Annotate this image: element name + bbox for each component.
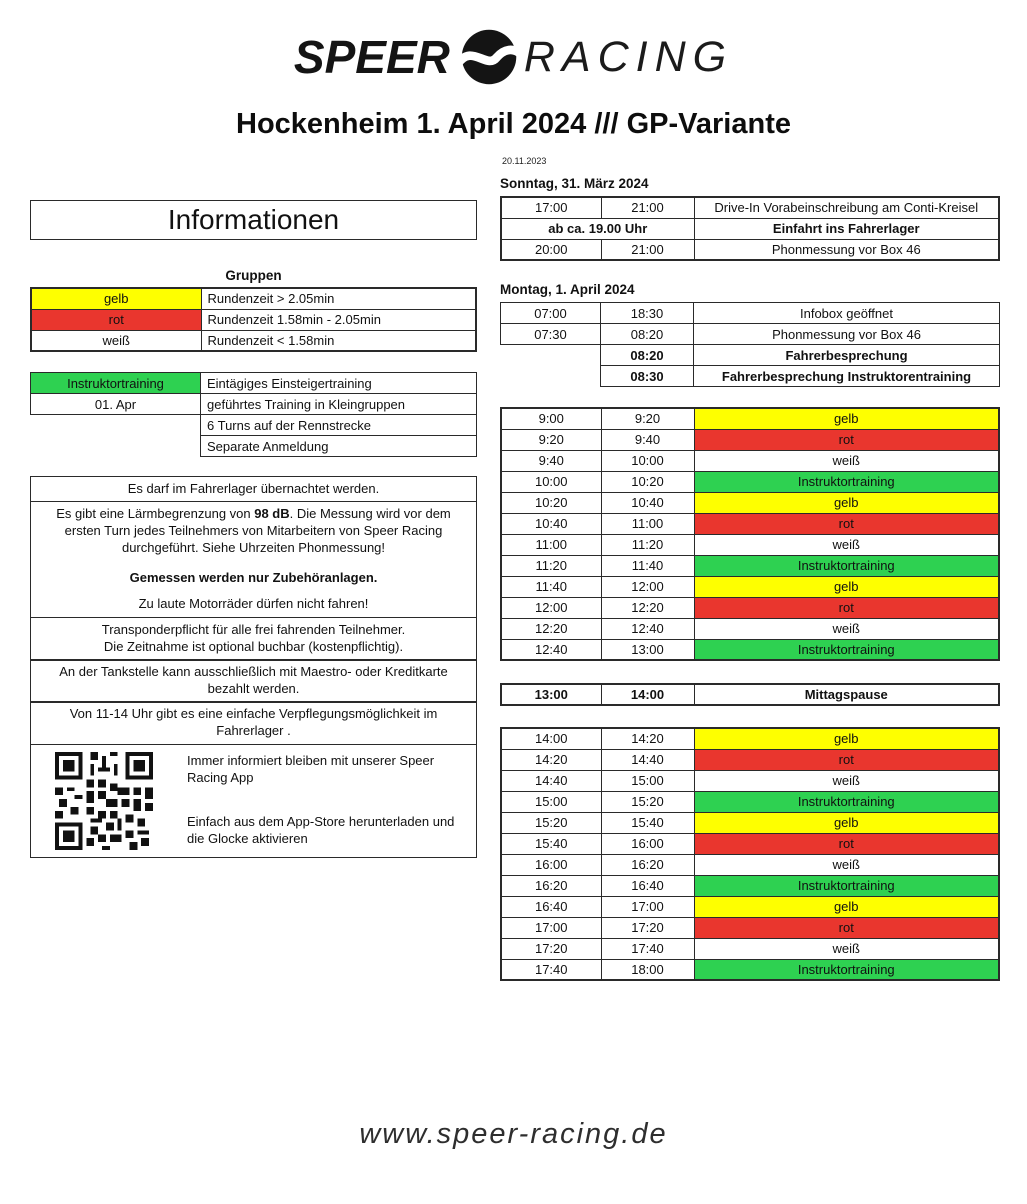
end-time-cell: 14:40 [601, 749, 694, 770]
monday-table [500, 302, 1000, 387]
afternoon-sessions-table [500, 727, 1000, 981]
sunday-heading: Sonntag, 31. März 2024 [500, 176, 649, 191]
group-cell: gelb [694, 492, 999, 513]
page-footer [0, 1118, 1027, 1151]
note-text: Von 11-14 Uhr gibt es eine einfache Verpflegungsmöglichkeit im Fahrerlager . [69, 706, 438, 739]
event-cell: Fahrerbesprechung Instruktorentraining [694, 366, 1000, 387]
table-row [501, 303, 1000, 324]
group-cell: gelb [694, 408, 999, 429]
lunch-break-table [500, 683, 1000, 706]
start-time-cell: 07:00 [501, 303, 601, 324]
start-time-cell: 14:00 [501, 728, 601, 749]
end-time-cell: 16:00 [601, 833, 694, 854]
table-row [501, 218, 999, 239]
end-time-cell: 14:00 [601, 684, 694, 705]
group-cell: gelb [694, 812, 999, 833]
event-cell: Drive-In Vorabeinschreibung am Conti-Kreisel [694, 197, 999, 218]
note-text [41, 506, 466, 557]
morning-sessions-table [500, 407, 1000, 661]
session-row [501, 728, 999, 749]
session-row [501, 513, 999, 534]
end-time-cell: 10:20 [601, 471, 694, 492]
note-overnight [30, 476, 477, 503]
group-label-cell: rot [31, 309, 201, 330]
end-time-cell: 10:00 [601, 450, 694, 471]
note-transponder [30, 617, 477, 661]
end-time-cell: 14:20 [601, 728, 694, 749]
group-desc-cell: Rundenzeit < 1.58min [201, 330, 476, 351]
end-time-cell: 21:00 [601, 239, 694, 260]
end-time-cell: 16:20 [601, 854, 694, 875]
start-time-cell: 10:40 [501, 513, 601, 534]
session-row [501, 450, 999, 471]
group-desc-cell: geführtes Training in Kleingruppen [201, 394, 477, 415]
info-notes [30, 476, 477, 858]
note-text: Die Zeitnahme ist optional buchbar (kostenpflichtig). [103, 638, 404, 654]
note-text-bold: Gemessen werden nur Zubehöranlagen. [129, 569, 378, 585]
session-row [501, 597, 999, 618]
note-fuel-payment [30, 659, 477, 703]
website-url: www.speer-racing.de [359, 1118, 668, 1150]
event-cell: Einfahrt ins Fahrerlager [694, 218, 999, 239]
time-cell: 08:30 [601, 366, 694, 387]
app-info-text [187, 753, 459, 848]
end-time-cell: 10:40 [601, 492, 694, 513]
start-time-cell: 11:00 [501, 534, 601, 555]
start-time-cell: 15:40 [501, 833, 601, 854]
group-cell: Instruktortraining [694, 875, 999, 896]
group-cell: gelb [694, 896, 999, 917]
table-row [31, 288, 476, 309]
group-cell: weiß [694, 770, 999, 791]
table-row [501, 345, 1000, 366]
note-text: An der Tankstelle kann ausschließlich mit Maestro- oder Kreditkarte bezahlt werden. [59, 664, 448, 697]
empty-cell [31, 415, 201, 436]
informationen-heading: Informationen [30, 200, 477, 240]
note-text: Transponderpflicht für alle frei fahrenden Teilnehmer. [101, 621, 406, 637]
table-row [501, 324, 1000, 345]
group-label-cell: 01. Apr [31, 394, 201, 415]
group-desc-cell: Rundenzeit 1.58min - 2.05min [201, 309, 476, 330]
table-row [501, 684, 999, 705]
group-desc-cell: Separate Anmeldung [201, 436, 477, 457]
group-cell: weiß [694, 450, 999, 471]
session-row [501, 854, 999, 875]
monday-heading: Montag, 1. April 2024 [500, 282, 635, 297]
group-cell: rot [694, 749, 999, 770]
session-row [501, 492, 999, 513]
time-span-cell: ab ca. 19.00 Uhr [501, 218, 694, 239]
speer-racing-logo [0, 28, 1027, 86]
note-catering [30, 701, 477, 745]
note-noise-limit [30, 501, 477, 618]
group-cell: weiß [694, 534, 999, 555]
end-time-cell: 9:20 [601, 408, 694, 429]
end-time-cell: 17:20 [601, 917, 694, 938]
session-row [501, 471, 999, 492]
end-time-cell: 18:00 [601, 959, 694, 980]
end-time-cell: 12:20 [601, 597, 694, 618]
table-row [31, 309, 476, 330]
session-row [501, 639, 999, 660]
group-cell: gelb [694, 576, 999, 597]
group-cell: weiß [694, 618, 999, 639]
end-time-cell: 15:20 [601, 791, 694, 812]
end-time-cell: 15:40 [601, 812, 694, 833]
note-text: Es darf im Fahrerlager übernachtet werden. [127, 480, 380, 496]
left-column [30, 200, 477, 858]
app-info-line: Einfach aus dem App-Store herunterladen und die Glocke aktivieren [187, 814, 455, 847]
event-cell: Infobox geöffnet [694, 303, 1000, 324]
logo-racing-text: RACING [523, 32, 734, 81]
event-cell: Fahrerbesprechung [694, 345, 1000, 366]
table-row [501, 239, 999, 260]
group-cell: Instruktortraining [694, 471, 999, 492]
table-row [31, 415, 477, 436]
session-row [501, 534, 999, 555]
speer-racing-logo-icon [460, 28, 518, 86]
group-cell: rot [694, 833, 999, 854]
end-time-cell: 12:40 [601, 618, 694, 639]
group-cell: Instruktortraining [694, 555, 999, 576]
app-qr-section [30, 744, 477, 858]
end-time-cell: 13:00 [601, 639, 694, 660]
session-row [501, 917, 999, 938]
start-time-cell: 14:40 [501, 770, 601, 791]
table-row [501, 197, 999, 218]
gruppen-table [30, 287, 477, 352]
event-cell: Mittagspause [694, 684, 999, 705]
end-time-cell: 18:30 [601, 303, 694, 324]
session-row [501, 875, 999, 896]
session-row [501, 576, 999, 597]
session-row [501, 429, 999, 450]
group-cell: weiß [694, 938, 999, 959]
start-time-cell: 17:00 [501, 197, 601, 218]
note-text-part: Es gibt eine Lärmbegrenzung von [56, 505, 255, 521]
start-time-cell: 12:20 [501, 618, 601, 639]
schedule-column [500, 156, 1000, 981]
page-title: Hockenheim 1. April 2024 /// GP-Variante [236, 108, 791, 140]
start-time-cell: 14:20 [501, 749, 601, 770]
empty-cell [31, 436, 201, 457]
start-time-cell: 10:20 [501, 492, 601, 513]
group-cell: Instruktortraining [694, 791, 999, 812]
group-cell: weiß [694, 854, 999, 875]
start-time-cell: 17:00 [501, 917, 601, 938]
end-time-cell: 11:00 [601, 513, 694, 534]
gruppen-heading: Gruppen [225, 268, 282, 283]
session-row [501, 555, 999, 576]
start-time-cell: 17:40 [501, 959, 601, 980]
sunday-table [500, 196, 1000, 261]
session-row [501, 770, 999, 791]
note-text-part: . Die Messung wird vor dem ersten Turn jedes Teilnehmers von Mitarbeitern von Speer Racing durchgeführt. Siehe Uhrzeiten Phonmessung! [64, 505, 451, 555]
group-label-cell: gelb [31, 288, 201, 309]
print-date: 20.11.2023 [502, 156, 547, 166]
group-label-cell: Instruktortraining [31, 373, 201, 394]
session-row [501, 791, 999, 812]
start-time-cell: 9:20 [501, 429, 601, 450]
group-cell: rot [694, 513, 999, 534]
table-row [31, 373, 477, 394]
session-row [501, 938, 999, 959]
group-label-cell: weiß [31, 330, 201, 351]
time-cell: 08:20 [601, 345, 694, 366]
session-row [501, 959, 999, 980]
start-time-cell: 16:00 [501, 854, 601, 875]
end-time-cell: 11:20 [601, 534, 694, 555]
group-cell: rot [694, 429, 999, 450]
session-row [501, 812, 999, 833]
end-time-cell: 12:00 [601, 576, 694, 597]
end-time-cell: 21:00 [601, 197, 694, 218]
start-time-cell: 12:00 [501, 597, 601, 618]
start-time-cell: 16:20 [501, 875, 601, 896]
end-time-cell: 08:20 [601, 324, 694, 345]
group-cell: rot [694, 917, 999, 938]
end-time-cell: 16:40 [601, 875, 694, 896]
start-time-cell: 9:40 [501, 450, 601, 471]
start-time-cell: 11:20 [501, 555, 601, 576]
qr-code [55, 752, 153, 850]
start-time-cell: 07:30 [501, 324, 601, 345]
logo-speer-text: SPEER [293, 31, 450, 83]
empty-cell [501, 366, 601, 387]
start-time-cell: 11:40 [501, 576, 601, 597]
group-cell: Instruktortraining [694, 959, 999, 980]
event-cell: Phonmessung vor Box 46 [694, 324, 1000, 345]
table-row [501, 366, 1000, 387]
group-desc-cell: Eintägiges Einsteigertraining [201, 373, 477, 394]
instruktortraining-table [30, 372, 477, 457]
table-row [31, 394, 477, 415]
session-row [501, 896, 999, 917]
end-time-cell: 17:00 [601, 896, 694, 917]
start-time-cell: 15:00 [501, 791, 601, 812]
page-header [0, 28, 1027, 141]
start-time-cell: 16:40 [501, 896, 601, 917]
start-time-cell: 9:00 [501, 408, 601, 429]
app-info-line: Immer informiert bleiben mit unserer Speer Racing App [187, 753, 435, 786]
session-row [501, 833, 999, 854]
start-time-cell: 12:40 [501, 639, 601, 660]
note-text-bold: 98 dB [254, 505, 290, 521]
session-row [501, 618, 999, 639]
end-time-cell: 15:00 [601, 770, 694, 791]
start-time-cell: 13:00 [501, 684, 601, 705]
end-time-cell: 11:40 [601, 555, 694, 576]
table-row [31, 436, 477, 457]
group-cell: gelb [694, 728, 999, 749]
start-time-cell: 15:20 [501, 812, 601, 833]
end-time-cell: 17:40 [601, 938, 694, 959]
session-row [501, 749, 999, 770]
start-time-cell: 20:00 [501, 239, 601, 260]
empty-cell [501, 345, 601, 366]
group-cell: rot [694, 597, 999, 618]
session-row [501, 408, 999, 429]
group-desc-cell: Rundenzeit > 2.05min [201, 288, 476, 309]
event-cell: Phonmessung vor Box 46 [694, 239, 999, 260]
start-time-cell: 10:00 [501, 471, 601, 492]
group-desc-cell: 6 Turns auf der Rennstrecke [201, 415, 477, 436]
end-time-cell: 9:40 [601, 429, 694, 450]
table-row [31, 330, 476, 351]
note-text: Zu laute Motorräder dürfen nicht fahren! [138, 596, 369, 612]
start-time-cell: 17:20 [501, 938, 601, 959]
group-cell: Instruktortraining [694, 639, 999, 660]
